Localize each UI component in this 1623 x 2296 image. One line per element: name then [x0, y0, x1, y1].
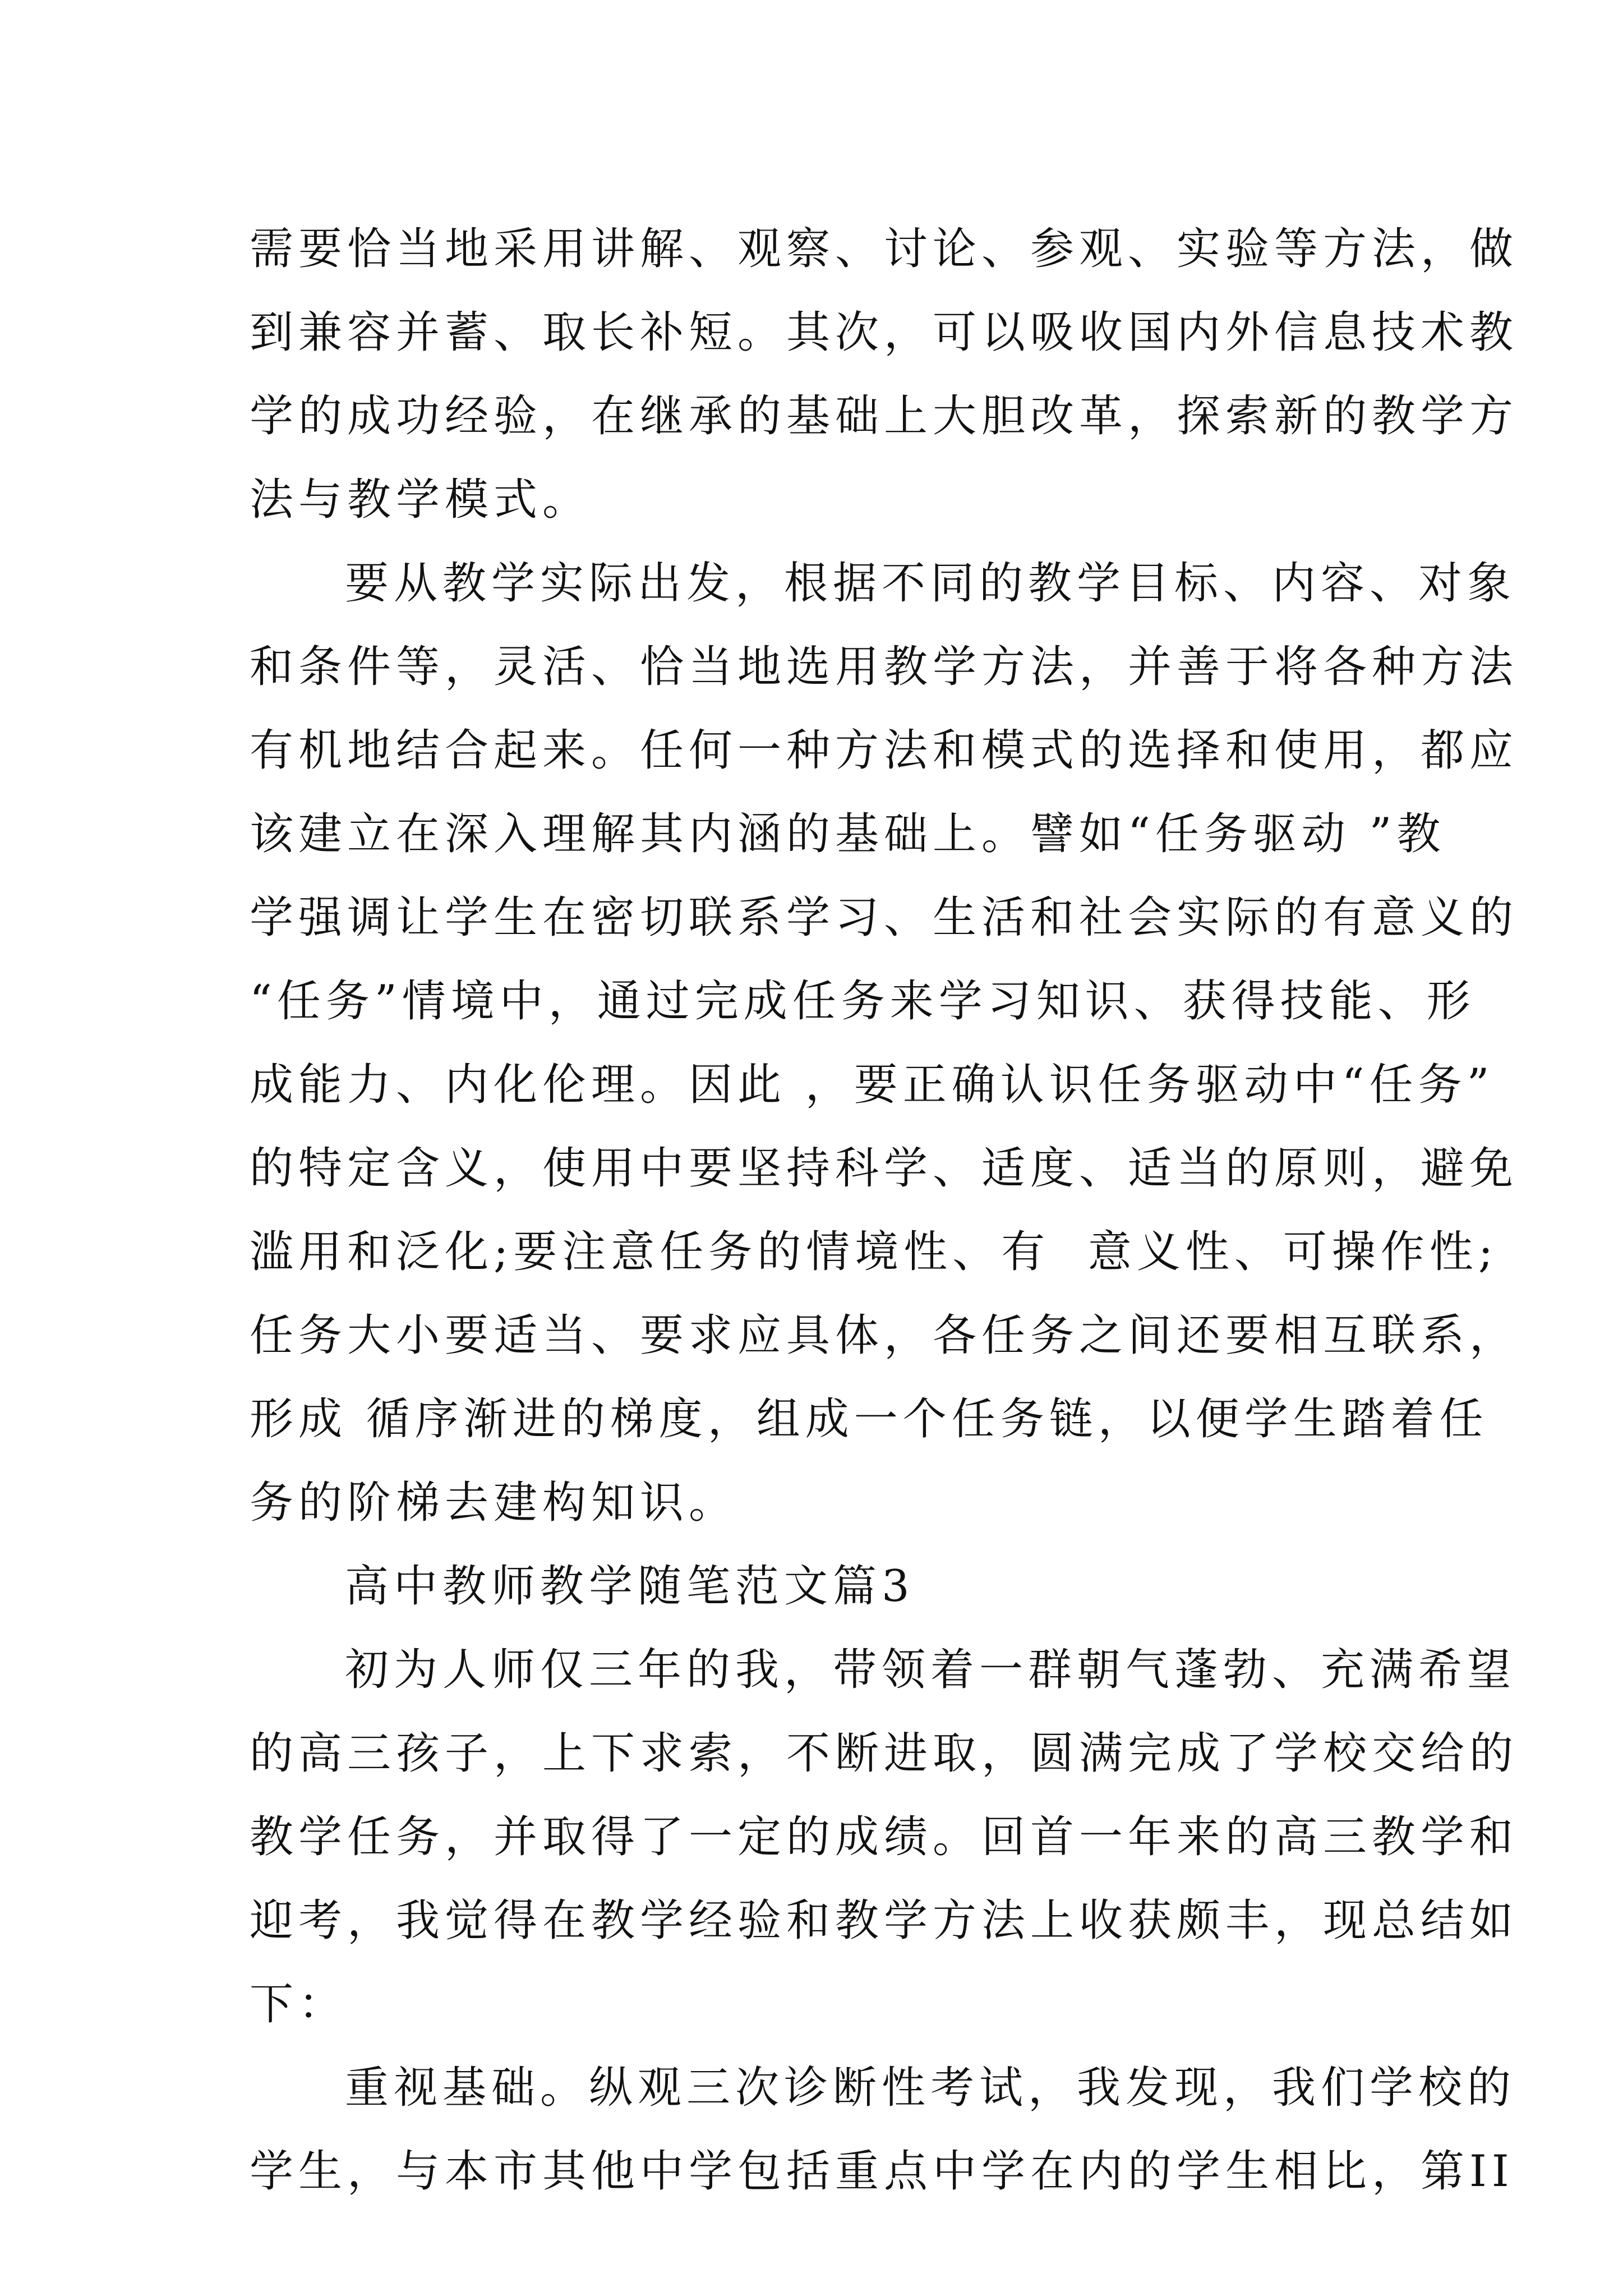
text-line: 该建立在深入理解其内涵的基础上。譬如“任务驱动 ”教	[250, 809, 1446, 859]
text-line: 和条件等，灵活、恰当地选用教学方法，并善于将各种方法	[250, 642, 1519, 692]
text-line: 教学任务，并取得了一定的成绩。回首一年来的高三教学和	[250, 1812, 1519, 1862]
paragraph-first-line: 重视基础。纵观三次诊断性考试，我发现，我们学校的	[345, 2063, 1516, 2113]
text-line: 有机地结合起来。任何一种方法和模式的选择和使用，都应	[250, 725, 1519, 776]
text-line: 成能力、内化伦理。因此 ，要正确认识任务驱动中“任务”	[250, 1060, 1495, 1110]
text-line: 学的成功经验，在继承的基础上大胆改革，探索新的教学方	[250, 391, 1519, 441]
text-line: 滥用和泛化;要注意任务的情境性、有 意义性、可操作性;	[250, 1227, 1498, 1277]
paragraph-first-line: 要从教学实际出发，根据不同的教学目标、内容、对象	[345, 558, 1516, 609]
text-line: 学强调让学生在密切联系学习、生活和社会实际的有意义的	[250, 892, 1519, 943]
text-line: 任务大小要适当、要求应具体，各任务之间还要相互联系，	[250, 1310, 1519, 1361]
text-line: 需要恰当地采用讲解、观察、讨论、参观、实验等方法，做	[250, 224, 1519, 274]
text-line: 形成 循序渐进的梯度，组成一个任务链，以便学生踏着任	[250, 1394, 1488, 1444]
text-line: 迎考，我觉得在教学经验和教学方法上收获颇丰，现总结如	[250, 1895, 1519, 1946]
text-line: 法与教学模式。	[250, 475, 592, 525]
text-line: 的特定含义，使用中要坚持科学、适度、适当的原则，避免	[250, 1143, 1519, 1194]
text-line: 务的阶梯去建构知识。	[250, 1478, 738, 1528]
paragraph-first-line: 初为人师仅三年的我，带领着一群朝气蓬勃、充满希望	[345, 1645, 1516, 1695]
document-body	[250, 208, 1519, 2214]
text-line: 学生，与本市其他中学包括重点中学在内的学生相比，第II	[250, 2146, 1514, 2197]
section-heading: 高中教师教学随笔范文篇3	[345, 1561, 915, 1612]
text-line: 下：	[250, 1979, 348, 2030]
text-line: “任务”情境中，通过完成任务来学习知识、获得技能、形	[250, 976, 1476, 1027]
text-line: 的高三孩子，上下求索，不断进取，圆满完成了学校交给的	[250, 1728, 1519, 1779]
text-line: 到兼容并蓄、取长补短。其次，可以吸收国内外信息技术教	[250, 307, 1519, 358]
